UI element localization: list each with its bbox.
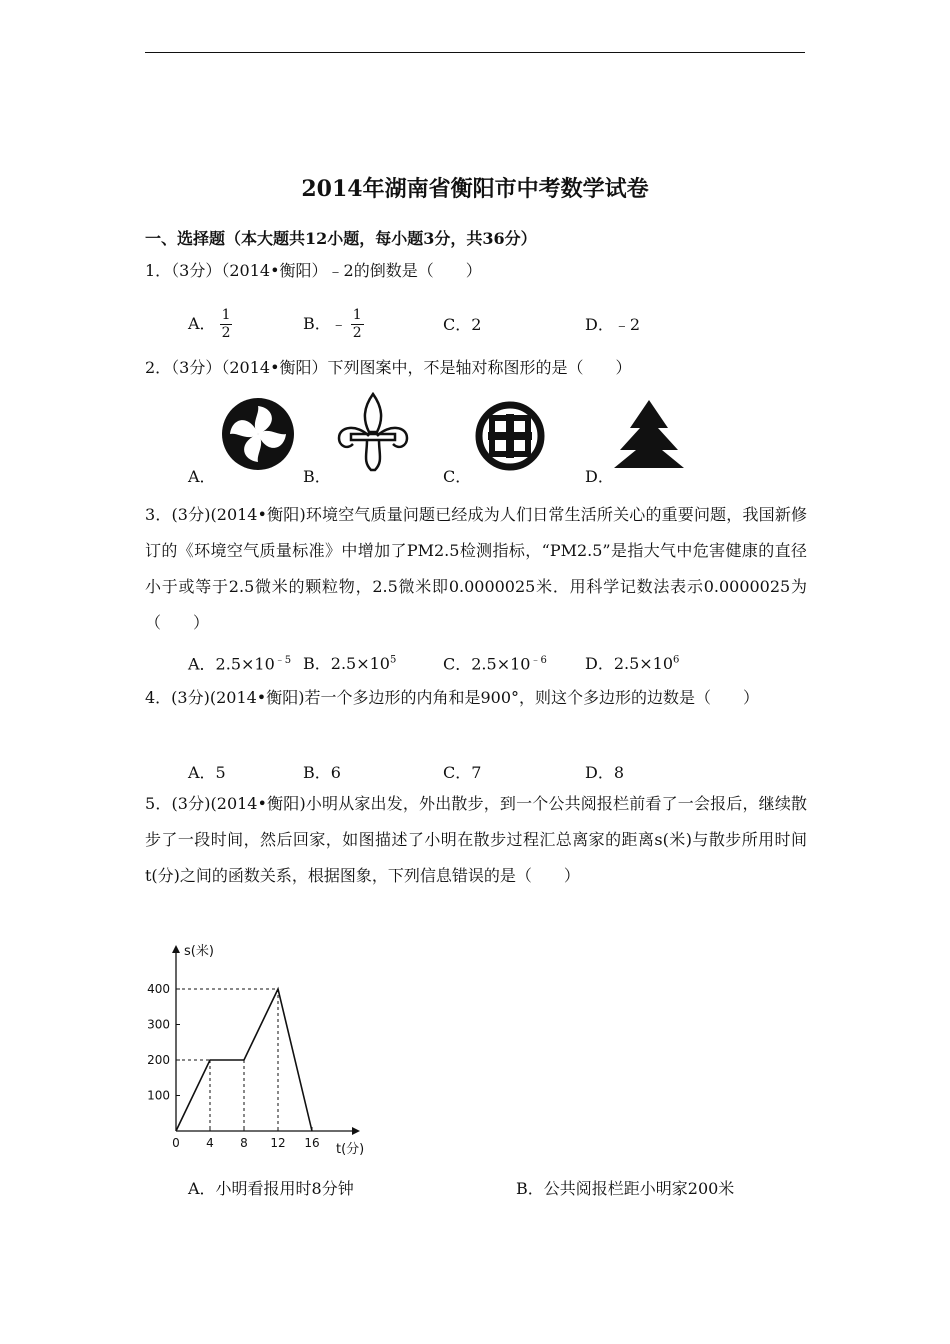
q1-b-denominator: 2 (352, 325, 362, 341)
q2-option-b: B． (303, 467, 331, 486)
x-tick-label: 0 (172, 1136, 180, 1150)
y-tick-label: 100 (147, 1088, 170, 1103)
y-tick-label: 200 (147, 1053, 170, 1067)
q1-b-numerator: 1 (352, 307, 362, 323)
q1-option-b (303, 307, 364, 342)
q4-stem: 4．(3分)(2014•衡阳)若一个多边形的内角和是900°，则这个多边形的边数是（ ） (145, 688, 760, 707)
q1-b-fraction (351, 307, 364, 342)
pine-tree-icon (612, 398, 686, 472)
q5-option-b: B．公共阅报栏距小明家200米 (516, 1179, 735, 1198)
q3-b-exponent: 5 (389, 654, 397, 666)
q1-a-denominator: 2 (221, 325, 231, 341)
q4-option-d: D．8 (585, 763, 625, 782)
q3-option-a (188, 651, 291, 674)
q1-option-a (188, 307, 232, 342)
q4-option-a: A．5 (188, 763, 226, 782)
q2-option-a: A． (188, 467, 216, 486)
x-axis-arrow (352, 1127, 360, 1135)
q3-d-base: D．2.5×10 (585, 654, 674, 673)
q5-option-a: A．小明看报用时8分钟 (188, 1179, 354, 1198)
distance-time-chart (140, 935, 390, 1165)
q5-stem: 5．(3分)(2014•衡阳)小明从家出发，外出散步，到一个公共阅报栏前看了一会报后，继续散步了一段时间，然后回家，如图描述了小明在散步过程汇总离家的距离s(米)与散步所用时间t(分)之间的函数关系，根据图象，下列信息错误的是（ ） (145, 794, 807, 885)
q1-option-d: D．﹣2 (585, 315, 641, 334)
x-tick-label: 8 (240, 1136, 248, 1150)
x-axis-label: t(分) (336, 1142, 365, 1157)
q3-option-c (443, 651, 547, 674)
q2-option-d: D． (585, 467, 614, 486)
q4-option-b: B．6 (303, 763, 341, 782)
header-rule (145, 52, 805, 53)
q3-option-b (303, 651, 396, 674)
fleur-de-lis-icon (333, 390, 413, 474)
q2-option-c: C． (443, 467, 472, 486)
q3-b-base: B．2.5×10 (303, 654, 390, 673)
q1-a-fraction (220, 307, 233, 342)
q3-stem: 3．(3分)(2014•衡阳)环境空气质量问题已经成为人们日常生活所关心的重要问题，我国新修订的《环境空气质量标准》中增加了PM2.5检测指标，“PM2.5”是指大气中危害健康的直径小于或等于2.5微米的颗粒物，2.5微米即0.0000025米．用科学记数法表示0.0000025为（ ） (145, 505, 807, 632)
q3-c-exponent: ﹣6 (530, 655, 547, 666)
q3-a-exponent: ﹣5 (274, 655, 292, 666)
q3-a-base: A．2.5×10 (188, 654, 275, 674)
y-axis-arrow (172, 945, 180, 953)
section-heading: 一、选择题（本大题共12小题，每小题3分，共36分） (145, 229, 537, 248)
x-tick-label: 4 (206, 1136, 214, 1150)
q1-stem: 1．（3分）（2014•衡阳）﹣2的倒数是（ ） (145, 261, 482, 280)
q3-c-base: C．2.5×10 (443, 654, 531, 674)
q1-option-c: C．2 (443, 315, 482, 334)
swirl-pattern-icon (220, 396, 296, 472)
page-title: 2014年湖南省衡阳市中考数学试卷 (301, 176, 649, 202)
q1-b-sign: ﹣ (330, 314, 347, 333)
q2-stem: 2．（3分）（2014•衡阳）下列图案中，不是轴对称图形的是（ ） (145, 358, 632, 377)
q4-option-c: C．7 (443, 763, 482, 782)
bank-logo-icon (474, 400, 546, 472)
q1-b-label: B． (303, 314, 331, 333)
y-tick-label: 300 (147, 1017, 170, 1032)
x-tick-label: 16 (304, 1136, 320, 1150)
q1-a-numerator: 1 (221, 307, 231, 323)
q1-a-label: A． (188, 314, 216, 333)
q3-option-d (585, 651, 679, 674)
x-tick-label: 12 (270, 1136, 286, 1150)
y-tick-label: 400 (147, 982, 170, 996)
q3-d-exponent: 6 (673, 654, 680, 666)
y-axis-label: s(米) (184, 944, 214, 959)
